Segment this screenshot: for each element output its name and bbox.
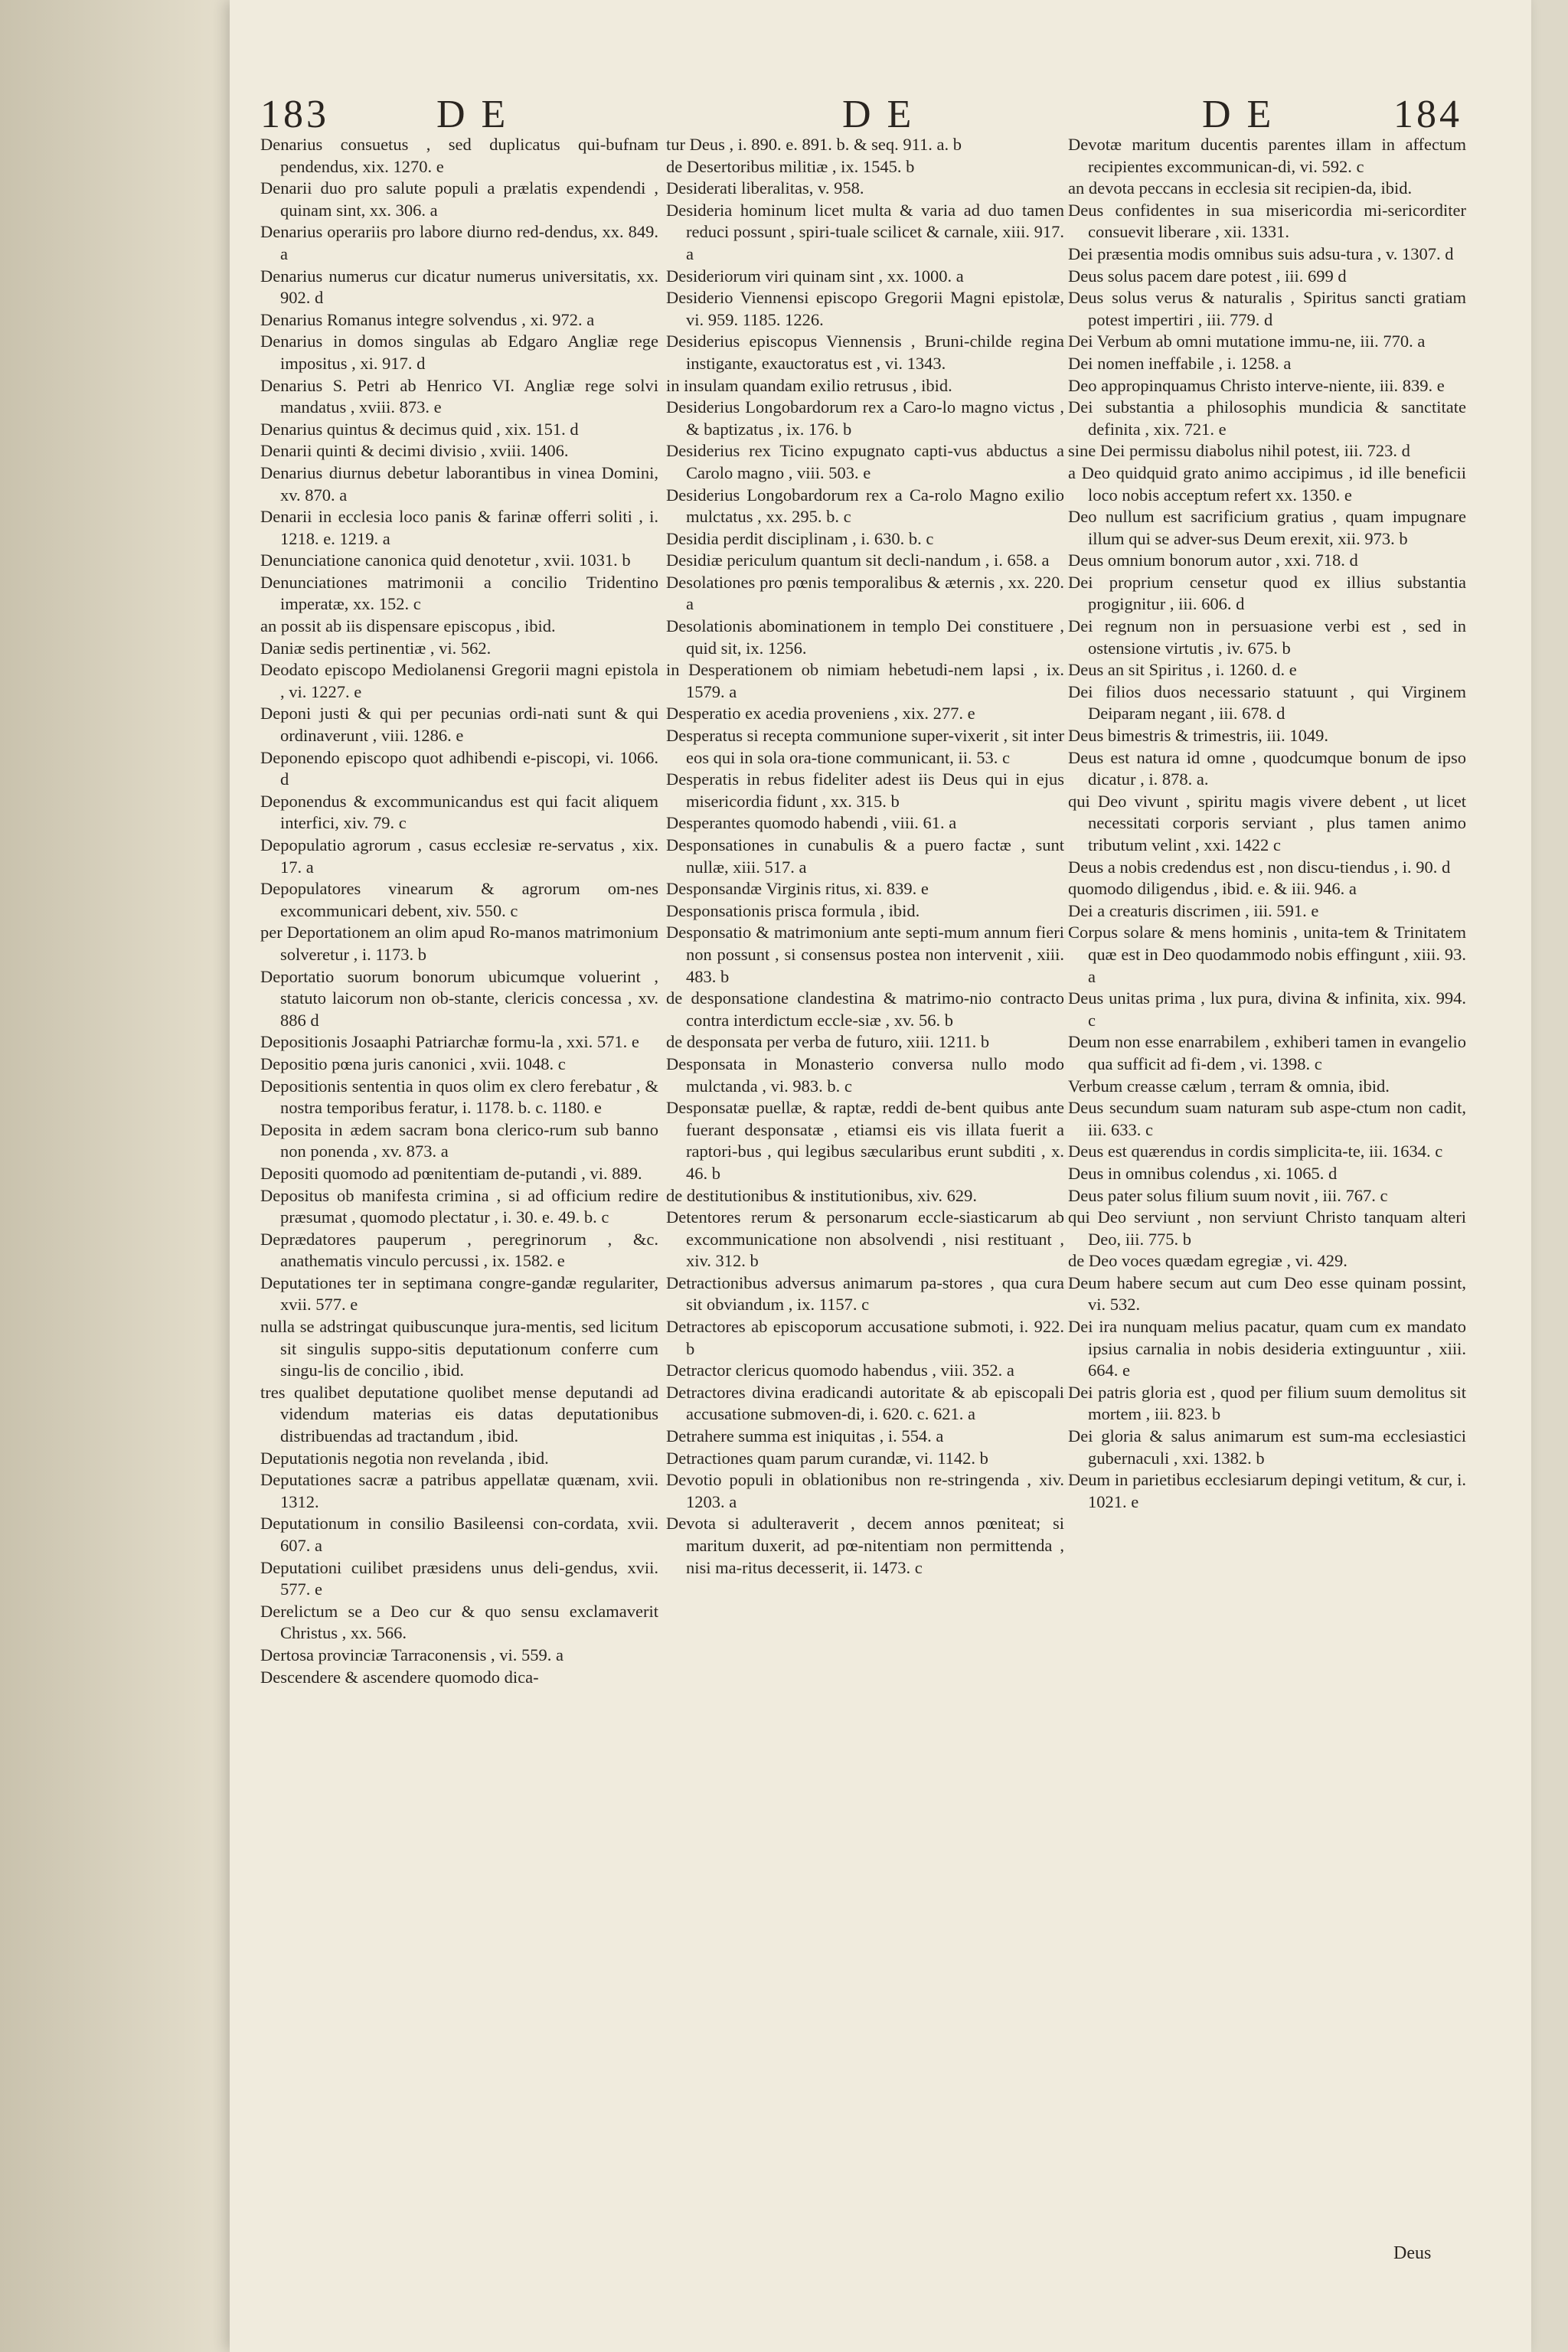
index-entry: qui Deo vivunt , spiritu magis vivere debent , ut licet necessitati corporis serviant , plus tamen animo tributum velint , xxi. 1422 c	[1068, 791, 1466, 854]
page-number-left: 183	[260, 93, 329, 136]
index-entry: Deus confidentes in sua misericordia mi-sericorditer consuevit liberare , xii. 1331.	[1068, 200, 1466, 242]
index-entry: Devotio populi in oblationibus non re-stringenda , xiv. 1203. a	[666, 1470, 1064, 1511]
index-entry: an devota peccans in ecclesia sit recipien-da, ibid.	[1068, 178, 1413, 198]
index-entry: Descendere & ascendere quomodo dica-	[260, 1667, 539, 1687]
index-entry: Deputationum in consilio Basileensi con-cordata, xvii. 607. a	[260, 1514, 658, 1555]
index-entry: Devota si adulteraverit , decem annos pœniteat; si maritum duxerit, ad pœ-nitentiam non permittenda , nisi ma-ritus decesserit, ii. 1473. c	[666, 1514, 1064, 1577]
index-entry: Denarius in domos singulas ab Edgaro Angliæ rege impositus , xi. 917. d	[260, 332, 658, 373]
index-entry: Deus solus verus & naturalis , Spiritus sancti gratiam potest impertiri , iii. 779. d	[1068, 288, 1466, 329]
index-entry: per Deportationem an olim apud Ro-manos matrimonium solveretur , i. 1173. b	[260, 923, 658, 964]
index-entry: quomodo diligendus , ibid. e. & iii. 946. a	[1068, 879, 1357, 899]
index-entry: Corpus solare & mens hominis , unita-tem & Trinitatem quæ est in Deo quodammodo nobis effingunt , xiii. 93. a	[1068, 923, 1466, 986]
index-entry: Denarii in ecclesia loco panis & farinæ offerri soliti , i. 1218. e. 1219. a	[260, 507, 658, 548]
index-entry: Denarius S. Petri ab Henrico VI. Angliæ rege solvi mandatus , xviii. 873. e	[260, 375, 658, 417]
index-entry: Desponsationes in cunabulis & a puero factæ , sunt nullæ, xiii. 517. a	[666, 835, 1064, 877]
index-entry: Desponsata in Monasterio conversa nullo modo mulctanda , vi. 983. b. c	[666, 1054, 1064, 1096]
catchword: Deus	[1393, 2243, 1432, 2263]
index-entry: Devotæ maritum ducentis parentes illam in affectum recipientes excommunican-di, vi. 592. c	[1068, 135, 1466, 176]
index-entry: Desideriorum viri quinam sint , xx. 1000. a	[666, 266, 964, 286]
index-entry: an possit ab iis dispensare episcopus , ibid.	[260, 616, 556, 636]
index-entry: Desiderius Longobardorum rex a Caro-lo magno victus , & baptizatus , ix. 176. b	[666, 397, 1064, 439]
index-entry: Denarii quinti & decimi divisio , xviii. 1406.	[260, 441, 569, 461]
index-entry: Depositus ob manifesta crimina , si ad officium redire præsumat , quomodo plectatur , i. 30. e. 49. b. c	[260, 1185, 658, 1227]
index-entry: Denarius numerus cur dicatur numerus universitatis, xx. 902. d	[260, 266, 658, 308]
index-entry: Deus a nobis credendus est , non discu-tiendus , i. 90. d	[1068, 857, 1451, 877]
index-column-1	[260, 134, 658, 1688]
index-entry: Deponendus & excommunicandus est qui facit aliquem interfici, xiv. 79. c	[260, 791, 658, 833]
index-entry: Detractores divina eradicandi autoritate & ab episcopali accusatione submoven-di, i. 620. c. 621. a	[666, 1382, 1064, 1424]
index-entry: tur Deus , i. 890. e. 891. b. & seq. 911. a. b	[666, 135, 962, 154]
index-entry: Deposita in ædem sacram bona clerico-rum sub banno non ponenda , xv. 873. a	[260, 1119, 658, 1161]
index-entry: Denunciatione canonica quid denotetur , xvii. 1031. b	[260, 550, 631, 570]
running-head-right: D E	[1202, 93, 1275, 136]
index-entry: Dei regnum non in persuasione verbi est , sed in ostensione virtutis , iv. 675. b	[1068, 616, 1466, 658]
index-entry: de destitutionibus & institutionibus, xiv. 629.	[666, 1185, 978, 1205]
index-entry: Dei patris gloria est , quod per filium suum demolitus sit mortem , iii. 823. b	[1068, 1382, 1466, 1424]
index-entry: Dei ira nunquam melius pacatur, quam cum ex mandato ipsius carnalia in nobis desideria extinguuntur , xiii. 664. e	[1068, 1317, 1466, 1380]
index-entry: Deus pater solus filium suum novit , iii. 767. c	[1068, 1185, 1388, 1205]
running-head-left: D E	[436, 93, 509, 136]
index-entry: Deus in omnibus colendus , xi. 1065. d	[1068, 1163, 1338, 1183]
index-column-3	[1068, 134, 1466, 1513]
index-entry: Deum habere secum aut cum Deo esse quinam possint, vi. 532.	[1068, 1272, 1466, 1315]
index-entry: Verbum creasse cælum , terram & omnia, ibid.	[1068, 1076, 1390, 1096]
index-entry: Depopulatio agrorum , casus ecclesiæ re-servatus , xix. 17. a	[260, 835, 658, 877]
index-entry: Desperantes quomodo habendi , viii. 61. a	[666, 813, 957, 833]
index-entry: tres qualibet deputatione quolibet mense deputandi ad videndum materias eis datas deputationibus distribuendas ad tractandum , ibid.	[260, 1382, 658, 1446]
index-entry: Dei Verbum ab omni mutatione immu-ne, iii. 770. a	[1068, 332, 1426, 351]
index-entry: Deputationes sacræ a patribus appellatæ quænam, xvii. 1312.	[260, 1470, 658, 1511]
book-spine	[0, 0, 230, 2352]
index-entry: sine Dei permissu diabolus nihil potest, iii. 723. d	[1068, 441, 1410, 461]
index-entry: Depopulatores vinearum & agrorum om-nes excommunicari debent, xiv. 550. c	[260, 879, 658, 920]
index-entry: Dei præsentia modis omnibus suis adsu-tura , v. 1307. d	[1068, 243, 1454, 263]
index-entry: Denarius operariis pro labore diurno red-dendus, xx. 849. a	[260, 222, 658, 263]
index-entry: qui Deo serviunt , non serviunt Christo tanquam alteri Deo, iii. 775. b	[1068, 1207, 1466, 1249]
index-entry: Depositio pœna juris canonici , xvii. 1048. c	[260, 1054, 566, 1073]
index-entry: Desponsatæ puellæ, & raptæ, reddi de-bent quibus ante fuerant desponsatæ , etiamsi eis vis illata fuerit a raptori-bus , qui legibus sæcularibus erunt subditi , x. 46. b	[666, 1098, 1064, 1183]
index-entry: Desiderati liberalitas, v. 958.	[666, 178, 864, 198]
index-entry: Detentores rerum & personarum eccle-siasticarum ab excommunicatione non absolvendi , nisi restituant , xiv. 312. b	[666, 1207, 1064, 1271]
index-entry: Deprædatores pauperum , peregrinorum , &c. anathematis vinculo percussi , ix. 1582. e	[260, 1229, 658, 1271]
index-entry: Deputationi cuilibet præsidens unus deli-gendus, xvii. 577. e	[260, 1557, 658, 1599]
index-entry: Desideria hominum licet multa & varia ad duo tamen reduci possunt , spiri-tuale scilicet & carnale, xiii. 917. a	[666, 200, 1064, 263]
index-entry: in Desperationem ob nimiam hebetudi-nem lapsi , ix. 1579. a	[666, 660, 1064, 701]
index-entry: Detractor clericus quomodo habendus , viii. 352. a	[666, 1361, 1014, 1380]
index-entry: Dei gloria & salus animarum est sum-ma ecclesiastici gubernaculi , xxi. 1382. b	[1068, 1426, 1466, 1468]
index-entry: Desolationis abominationem in templo Dei constituere , quid sit, ix. 1256.	[666, 616, 1064, 658]
index-entry: Desolationes pro pœnis temporalibus & æternis , xx. 220. a	[666, 572, 1064, 614]
index-entry: Desperatus si recepta communione super-vixerit , sit inter eos qui in sola ora-tione communicant, ii. 53. c	[666, 726, 1064, 767]
index-entry: Deo nullum est sacrificium gratius , quam impugnare illum qui se adver-sus Deum erexit, xii. 973. b	[1068, 507, 1466, 548]
index-entry: Dei a creaturis discrimen , iii. 591. e	[1068, 900, 1319, 920]
index-entry: Detractores ab episcoporum accusatione submoti, i. 922. b	[666, 1317, 1064, 1358]
index-entry: Depositi quomodo ad pœnitentiam de-putandi , vi. 889.	[260, 1163, 642, 1183]
index-entry: Deum non esse enarrabilem , exhiberi tamen in evangelio qua sufficit ad fi-dem , vi. 1398. c	[1068, 1032, 1466, 1073]
index-column-2	[666, 134, 1064, 1579]
index-entry: Desponsationis prisca formula , ibid.	[666, 900, 920, 920]
index-entry: Desperatis in rebus fideliter adest iis Deus qui in ejus misericordia fidunt , xx. 315. b	[666, 769, 1064, 811]
index-entry: Detrahere summa est iniquitas , i. 554. a	[666, 1426, 944, 1446]
index-entry: Deum in parietibus ecclesiarum depingi vetitum, & cur, i. 1021. e	[1068, 1470, 1466, 1511]
index-entry: Denarius quintus & decimus quid , xix. 151. d	[260, 419, 579, 439]
index-entry: Denunciationes matrimonii a concilio Tridentino imperatæ, xx. 152. c	[260, 572, 658, 614]
index-entry: Desiderius episcopus Viennensis , Bruni-childe regina instigante, exauctoratus est , vi. 1343.	[666, 332, 1064, 373]
index-entry: de Deo voces quædam egregiæ , vi. 429.	[1068, 1251, 1348, 1271]
index-entry: Dei filios duos necessario statuunt , qui Virginem Deiparam negant , iii. 678. d	[1068, 681, 1466, 724]
index-entry: nulla se adstringat quibuscunque jura-mentis, sed licitum sit singulis suppo-sitis deputationum conferre cum singu-lis de concilio , ibid.	[260, 1317, 658, 1380]
index-entry: Deputationes ter in septimana congre-gandæ regulariter, xvii. 577. e	[260, 1272, 658, 1315]
index-entry: Detractiones quam parum curandæ, vi. 1142. b	[666, 1448, 988, 1468]
index-entry: Desidiæ periculum quantum sit decli-nandum , i. 658. a	[666, 550, 1050, 570]
index-entry: Deodato episcopo Mediolanensi Gregorii magni epistola , vi. 1227. e	[260, 660, 658, 701]
index-entry: Desiderius rex Ticino expugnato capti-vus abductus a Carolo magno , viii. 503. e	[666, 441, 1064, 482]
index-entry: Detractionibus adversus animarum pa-stores , qua cura sit obviandum , ix. 1157. c	[666, 1272, 1064, 1315]
index-entry: Deus bimestris & trimestris, iii. 1049.	[1068, 726, 1328, 746]
index-entry: a Deo quidquid grato animo accipimus , id ille beneficii loco nobis acceptum refert xx. 1350. e	[1068, 462, 1466, 505]
index-entry: Deputationis negotia non revelanda , ibid.	[260, 1448, 549, 1468]
index-entry: de desponsata per verba de futuro, xiii. 1211. b	[666, 1032, 990, 1052]
index-entry: Denarius diurnus debetur laborantibus in vinea Domini, xv. 870. a	[260, 462, 658, 505]
index-entry: Depositionis sententia in quos olim ex clero ferebatur , & nostra temporibus feratur, i. 1178. b. c. 1180. e	[260, 1076, 658, 1118]
index-entry: Desponsandæ Virginis ritus, xi. 839. e	[666, 879, 929, 899]
index-entry: Deus omnium bonorum autor , xxi. 718. d	[1068, 550, 1358, 570]
index-entry: Deus est natura id omne , quodcumque bonum de ipso dicatur , i. 878. a.	[1068, 747, 1466, 789]
index-entry: Deus an sit Spiritus , i. 1260. d. e	[1068, 660, 1297, 680]
index-entry: Deponi justi & qui per pecunias ordi-nati sunt & qui ordinaverunt , viii. 1286. e	[260, 704, 658, 746]
index-entry: de Desertoribus militiæ , ix. 1545. b	[666, 156, 915, 176]
index-entry: Derelictum se a Deo cur & quo sensu exclamaverit Christus , xx. 566.	[260, 1601, 658, 1643]
index-entry: Denarii duo pro salute populi a prælatis expendendi , quinam sint, xx. 306. a	[260, 178, 658, 220]
index-entry: Deus est quærendus in cordis simplicita-te, iii. 1634. c	[1068, 1142, 1443, 1161]
index-entry: Deus solus pacem dare potest , iii. 699 d	[1068, 266, 1347, 286]
index-entry: Desponsatio & matrimonium ante septi-mum annum fieri non possunt , si consensus postea non intervenit , xiii. 483. b	[666, 923, 1064, 986]
index-entry: Deo appropinquamus Christo interve-niente, iii. 839. e	[1068, 375, 1445, 395]
index-entry: Depositionis Josaaphi Patriarchæ formu-la , xxi. 571. e	[260, 1032, 639, 1052]
index-entry: Desiderius Longobardorum rex a Ca-rolo Magno exilio mulctatus , xx. 295. b. c	[666, 485, 1064, 527]
index-entry: Deus unitas prima , lux pura, divina & infinita, xix. 994. c	[1068, 988, 1466, 1030]
index-entry: Deportatio suorum bonorum ubicumque voluerint , statuto laicorum non ob-stante, clericis concessa , xv. 886 d	[260, 966, 658, 1030]
index-entry: in insulam quandam exilio retrusus , ibid.	[666, 375, 952, 395]
index-entry: Desiderio Viennensi episcopo Gregorii Magni epistolæ, vi. 959. 1185. 1226.	[666, 288, 1064, 329]
index-entry: Denarius Romanus integre solvendus , xi. 972. a	[260, 309, 595, 329]
index-entry: Dei nomen ineffabile , i. 1258. a	[1068, 353, 1292, 373]
index-entry: de desponsatione clandestina & matrimo-nio contracto contra interdictum eccle-siæ , xv. 56. b	[666, 988, 1064, 1030]
index-entry: Denarius consuetus , sed duplicatus qui-bufnam pendendus, xix. 1270. e	[260, 135, 658, 176]
index-entry: Dei substantia a philosophis mundicia & sanctitate definita , xix. 721. e	[1068, 397, 1466, 439]
index-entry: Daniæ sedis pertinentiæ , vi. 562.	[260, 638, 492, 658]
index-entry: Dei proprium censetur quod ex illius substantia progignitur , iii. 606. d	[1068, 572, 1466, 614]
index-entry: Deus secundum suam naturam sub aspe-ctum non cadit, iii. 633. c	[1068, 1098, 1466, 1139]
page-number-right: 184	[1393, 93, 1462, 136]
running-head-middle: D E	[842, 93, 915, 136]
index-entry: Desidia perdit disciplinam , i. 630. b. c	[666, 528, 934, 548]
index-entry: Deponendo episcopo quot adhibendi e-piscopi, vi. 1066. d	[260, 747, 658, 789]
index-entry: Dertosa provinciæ Tarraconensis , vi. 559. a	[260, 1645, 564, 1664]
index-entry: Desperatio ex acedia proveniens , xix. 277. e	[666, 704, 975, 724]
